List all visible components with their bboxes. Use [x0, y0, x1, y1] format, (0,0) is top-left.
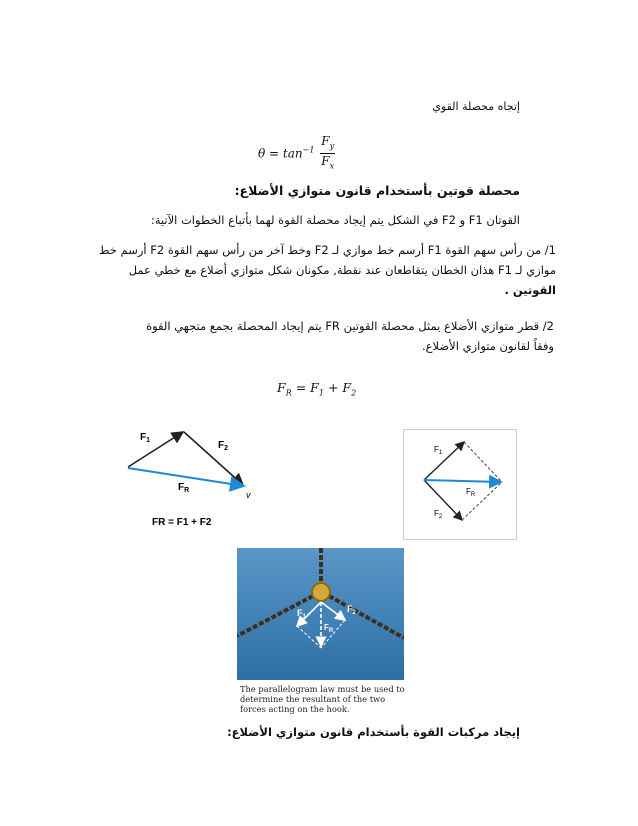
sum-b-sub: 2	[351, 388, 357, 398]
intro-paragraph: القوتان F1 و F2 في الشكل يتم إيجاد محصلة القوة لهما بأتباع الخطوات الآتية:	[150, 213, 520, 227]
fig1-f1-label: $F_1$	[140, 432, 151, 444]
step2-line1: 2/ قطر متوازي الأضلاع يمثل محصلة القوتين FR يتم إيجاد المحصلة بجمع متجهي القوة	[146, 319, 554, 333]
fig1-equation: FR = F1 + F2	[152, 517, 212, 528]
theta-func: tan	[282, 146, 303, 161]
caption-line1: The parallelogram law must be used to	[240, 684, 405, 694]
heading-parallelogram-law: محصلة قوتين بأستخدام قانون متوازي الأضلاع:	[234, 183, 520, 198]
photo-f1-label: $F_1$	[297, 608, 306, 620]
sum-plus: +	[327, 380, 339, 395]
theta-exp: −1	[302, 145, 315, 155]
fig2-dash-top	[464, 442, 502, 482]
fig2-f1-label: $F_1$	[434, 445, 443, 456]
sum-a-sub: 1	[318, 388, 324, 398]
resultant-sum-formula	[277, 380, 356, 398]
theta-fraction	[320, 134, 335, 174]
sum-lhs: F	[277, 380, 286, 395]
fig2-f1-arrow	[424, 442, 464, 480]
triangle-rule-figure	[118, 420, 278, 535]
fig1-v-label: v	[246, 490, 251, 500]
caption-line3: forces acting on the hook.	[240, 704, 350, 714]
sum-eq: =	[295, 380, 307, 395]
photo-fr-label: $F_R$	[324, 623, 334, 634]
sum-lhs-sub: R	[285, 388, 292, 398]
step1-line1: 1/ من رأس سهم القوة F1 أرسم خط موازي لـ F2 وخط آخر من رأس سهم القوة F2 أرسم خط	[98, 243, 556, 257]
caption-line2: determine the resultant of the two	[240, 694, 386, 704]
step1-line2: موازي لـ F1 هذان الخطان يتقاطعان عند نقطة, مكونان شكل متوازي أضلاع مع خطي عمل	[128, 263, 556, 277]
sum-a: F	[310, 380, 319, 395]
frac-num-sub: y	[329, 141, 335, 151]
parallelogram-figure-frame	[403, 429, 517, 540]
step2-line2: وفقاً لقانون متوازي الأضلاع.	[422, 339, 554, 353]
photo-caption	[240, 684, 410, 714]
fig1-fr-label: $F_R$	[178, 482, 190, 494]
theta-formula	[258, 134, 335, 174]
f1-arrow	[128, 432, 183, 467]
heading-force-components: إيجاد مركبات القوة بأستخدام قانون متوازي الأضلاع:	[227, 725, 520, 739]
photo-dash-1	[297, 626, 321, 648]
fig2-f2-label: $F_2$	[434, 509, 443, 520]
step1-line3: القوتين .	[504, 283, 556, 297]
f2-arrow	[184, 432, 243, 485]
fig2-f2-arrow	[424, 480, 462, 520]
fig1-f2-label: $F_2$	[218, 440, 229, 452]
fig2-fr-arrow	[424, 480, 501, 482]
hook-photo	[237, 548, 404, 680]
frac-den-sub: x	[329, 161, 335, 171]
parallelogram-figure	[404, 430, 516, 539]
theta-lhs: θ =	[258, 146, 280, 161]
sum-b: F	[342, 380, 352, 395]
section-title: إتجاه محصلة القوي	[432, 100, 520, 113]
hook-shape	[312, 583, 330, 601]
frac-num: F	[321, 134, 330, 148]
fig2-fr-label: $F_R$	[466, 487, 476, 498]
frac-den: F	[321, 154, 330, 169]
photo-f2-label: $F_2$	[347, 604, 356, 616]
hook-photo-drawing	[237, 548, 404, 680]
